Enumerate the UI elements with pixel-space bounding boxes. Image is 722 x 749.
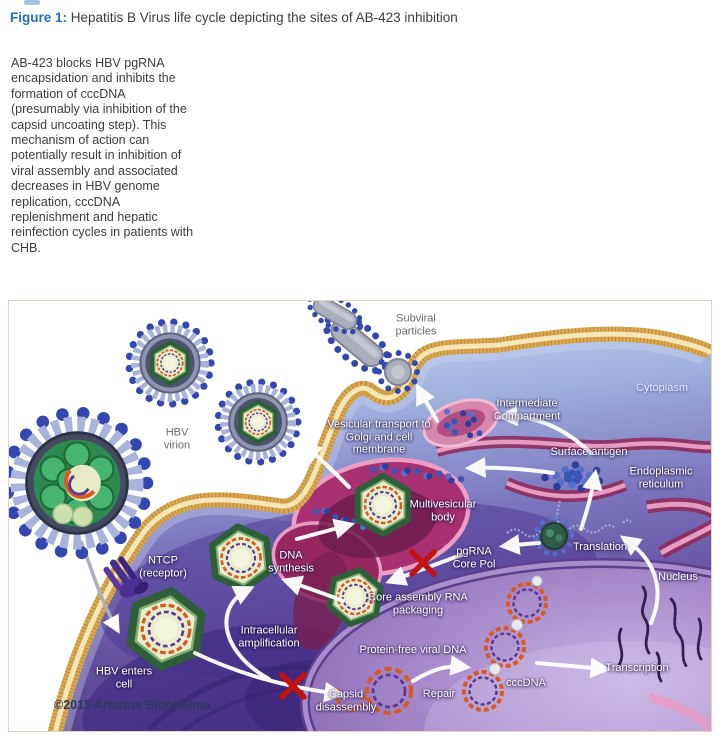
hbv-virion-small-2 <box>218 382 298 462</box>
label-surface-antigen: Surface antigen <box>550 445 628 458</box>
figure-title-text: Hepatitis B Virus life cycle depicting the sites of AB-423 inhibition <box>67 10 458 25</box>
label-repair: Repair <box>422 687 456 700</box>
lifecycle-illustration <box>9 301 711 731</box>
label-capsid-disassembly: Capsid disassembly <box>315 688 377 713</box>
label-vesicular-transport: Vesicular transport to Golgi and cell membrane <box>327 418 431 456</box>
label-ntcp-receptor: NTCP (receptor) <box>139 554 187 579</box>
label-multivesicular-body: Multivesicular body <box>409 498 477 523</box>
label-hbv-enters-cell: HBV enters cell <box>95 665 153 690</box>
hbv-virion-large <box>9 413 147 553</box>
hbv-virion-small-1 <box>129 322 211 404</box>
label-endoplasmic-reticulum: Endoplasmic reticulum <box>629 465 693 490</box>
cropped-text-artifact <box>24 0 40 5</box>
lifecycle-figure-panel <box>8 300 712 732</box>
label-nucleus: Nucleus <box>658 570 698 583</box>
figure-number: Figure 1: <box>10 10 68 25</box>
label-subviral-particles: Subviral particles <box>395 312 437 337</box>
label-translation: Translation <box>572 540 628 553</box>
label-dna-synthesis: DNA synthesis <box>268 549 314 574</box>
label-pgrna-core-pol: pgRNA Core Pol <box>452 545 496 570</box>
figure-description: AB-423 blocks HBV pgRNA encapsidation and inhibits the formation of cccDNA (presumably via inhibition of the capsid uncoating step). This mechanism of action can potentially result in inhibition of viral assembly and associated decreases in HBV genome replication, cccDNA replenishment and hepatic reinfection cycles in patients with CHB. <box>11 56 194 255</box>
label-intracellular-amplification: Intracellular amplification <box>238 624 300 649</box>
label-core-assembly: Core assembly RNA packaging <box>368 591 468 616</box>
capsid-in-mvb <box>358 476 408 534</box>
label-transcription: Transcription <box>605 661 669 674</box>
label-cccdna: cccDNA <box>506 676 546 689</box>
figure-caption <box>10 10 458 25</box>
label-hbv-virion: HBV virion <box>163 426 191 451</box>
label-protein-free-viral-dna: Protein-free viral DNA <box>359 643 467 656</box>
label-intermediate-compartment: Intermediate Compartment <box>493 397 561 422</box>
label-cytoplasm: Cytoplasm <box>636 381 688 394</box>
copyright-notice: ©2015 Arbutus Biopharma <box>54 698 211 712</box>
